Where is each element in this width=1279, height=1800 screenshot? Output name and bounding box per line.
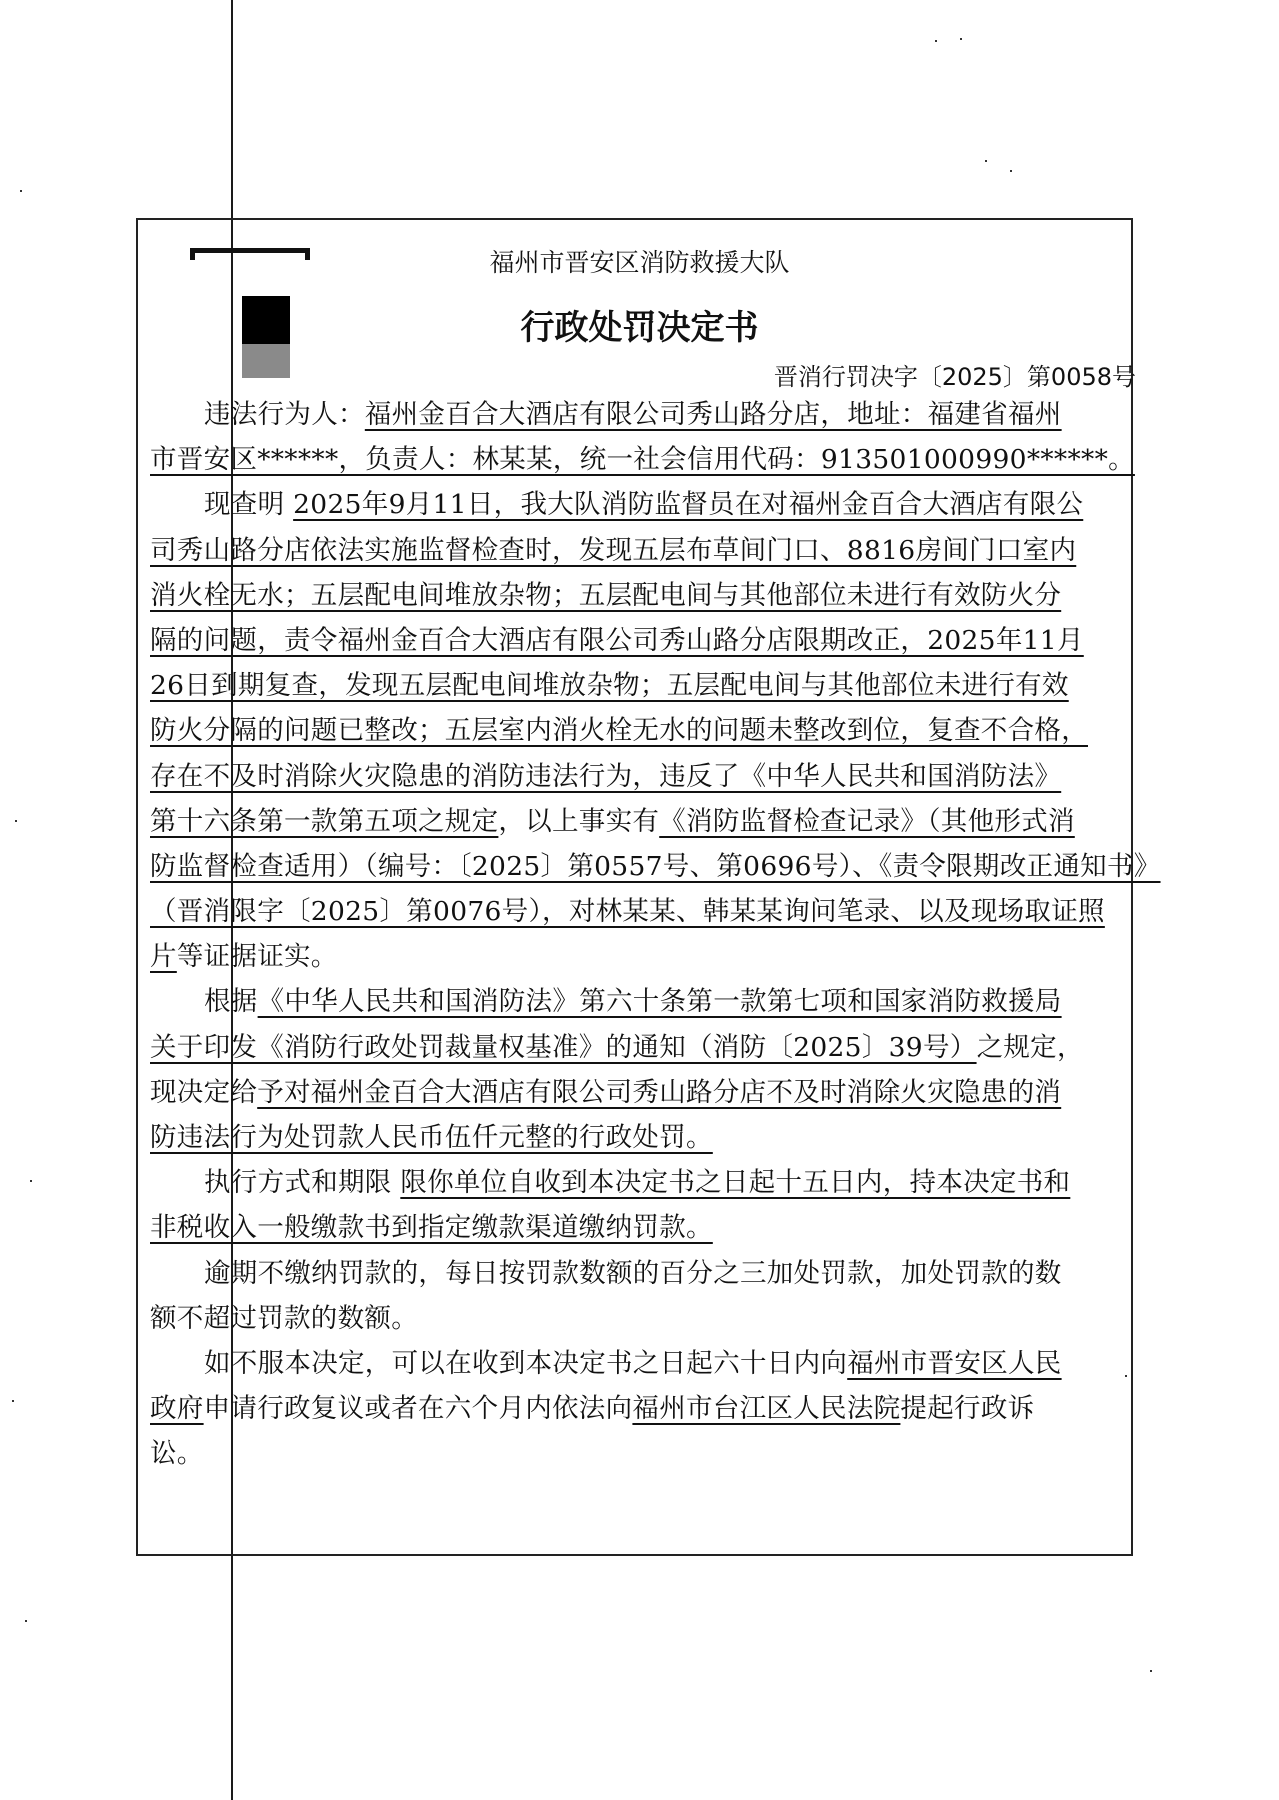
body-line: [150, 1070, 1140, 1115]
body-line: [150, 708, 1140, 753]
static-text: 现查明: [204, 489, 294, 521]
body-line: [150, 799, 1140, 844]
static-text: 根据: [204, 986, 258, 1018]
underlined-fill-text: 隔的问题，责令福州金百合大酒店有限公司秀山路分店限期改正，2025年11月: [150, 624, 1084, 656]
decision-body: [150, 392, 1161, 1477]
underlined-fill-text: 消火栓无水；五层配电间堆放杂物；五层配电间与其他部位未进行有效防火分: [150, 579, 1062, 611]
issuing-agency: 福州市晋安区消防救援大队: [489, 248, 790, 277]
static-text: ，以上事实有: [498, 805, 660, 837]
underlined-fill-text: 福州市台江区人民法院: [632, 1393, 901, 1425]
underlined-fill-text: 防违法行为处罚款人民币伍仟元整的行政处罚。: [150, 1122, 713, 1153]
redaction-block-gray: [242, 344, 290, 378]
body-line: [150, 437, 1140, 482]
body-line: [150, 934, 1140, 979]
static-text: 之规定，: [976, 1031, 1084, 1063]
document-title: 行政处罚决定书: [520, 308, 759, 348]
body-line: [150, 844, 1161, 889]
underlined-fill-text: 《消防监督检查记录》（其他形式消: [659, 805, 1075, 837]
static-text: 如不服本决定，可以在收到本决定书之日起六十日内向: [204, 1347, 848, 1379]
body-line: [150, 573, 1140, 618]
underlined-fill-text: 福州金百合大酒店有限公司秀山路分店，地址：福建省福州: [364, 399, 1062, 430]
body-line: [150, 754, 1140, 799]
body-line: [150, 1341, 1140, 1386]
static-text: 申请行政复议或者在六个月内依法向: [203, 1393, 633, 1425]
body-line: [150, 618, 1140, 663]
static-text: 执行方式和期限: [204, 1167, 401, 1199]
underlined-fill-text: （晋消限字〔2025〕第0076号），对林某某、韩某某询问笔录、以及现场取证照: [150, 896, 1105, 928]
body-line: [150, 528, 1140, 573]
body-line: [150, 889, 1140, 934]
body-line: [150, 1386, 1140, 1431]
body-line: [150, 663, 1140, 708]
body-line: [150, 1025, 1140, 1070]
body-line: [150, 1296, 1140, 1341]
body-line: [150, 1160, 1140, 1205]
underlined-fill-text: 26日到期复查，发现五层配电间堆放杂物；五层配电间与其他部位未进行有效: [150, 670, 1069, 702]
static-text: 等证据证实。: [176, 941, 338, 973]
underlined-fill-text: 关于印发《消防行政处罚裁量权基准》的通知（消防〔2025〕39号）: [150, 1031, 977, 1063]
underlined-fill-text: 司秀山路分店依法实施监督检查时，发现五层布草间门口、8816房间门口室内: [150, 534, 1077, 566]
static-text: 额不超过罚款的数额。: [150, 1302, 418, 1334]
body-line: [150, 482, 1140, 527]
underlined-fill-text: 限你单位自收到本决定书之日起十五日内，持本决定书和: [400, 1167, 1071, 1199]
underlined-fill-text: 防火分隔的问题已整改；五层室内消火栓无水的问题未整改到位，复查不合格，: [150, 715, 1088, 747]
underlined-fill-text: 《中华人民共和国消防法》第六十条第一款第七项和国家消防救援局: [257, 986, 1062, 1018]
body-line: [150, 1431, 1140, 1476]
static-text: 提起行政诉: [900, 1393, 1035, 1425]
static-text: 违法行为人：: [204, 399, 365, 430]
static-text: 现决定给: [150, 1076, 258, 1108]
underlined-fill-text: 防监督检查适用）（编号：〔2025〕第0557号、第0696号）、《责令限期改正通知书》: [150, 850, 1161, 882]
underlined-fill-text: 2025年9月11日，我大队消防监督员在对福州金百合大酒店有限公: [293, 489, 1084, 521]
static-text: 逾期不缴纳罚款的，每日按罚款数额的百分之三加处罚款，加处罚款的数: [204, 1257, 1062, 1289]
underlined-fill-text: 市晋安区******，负责人：林某某，统一社会信用代码：913501000990******。: [150, 444, 1135, 476]
body-line: [150, 1251, 1140, 1296]
body-line: [150, 979, 1140, 1024]
underlined-fill-text: 存在不及时消除火灾隐患的消防违法行为，违反了《中华人民共和国消防法》: [150, 760, 1062, 792]
body-line: [150, 392, 1140, 437]
body-line: [150, 1115, 1140, 1160]
underlined-fill-text: 予对福州金百合大酒店有限公司秀山路分店不及时消除火灾隐患的消: [257, 1076, 1062, 1108]
underlined-fill-text: 福州市晋安区人民: [847, 1347, 1062, 1379]
underlined-fill-text: 政府: [150, 1393, 204, 1425]
underlined-fill-text: 片: [150, 941, 177, 973]
body-line: [150, 1205, 1140, 1250]
static-text: 讼。: [150, 1438, 204, 1470]
document-number: 晋消行罚决字〔2025〕第0058号: [773, 363, 1136, 391]
underlined-fill-text: 第十六条第一款第五项之规定: [150, 805, 499, 837]
underlined-fill-text: 非税收入一般缴款书到指定缴款渠道缴纳罚款。: [150, 1212, 713, 1244]
